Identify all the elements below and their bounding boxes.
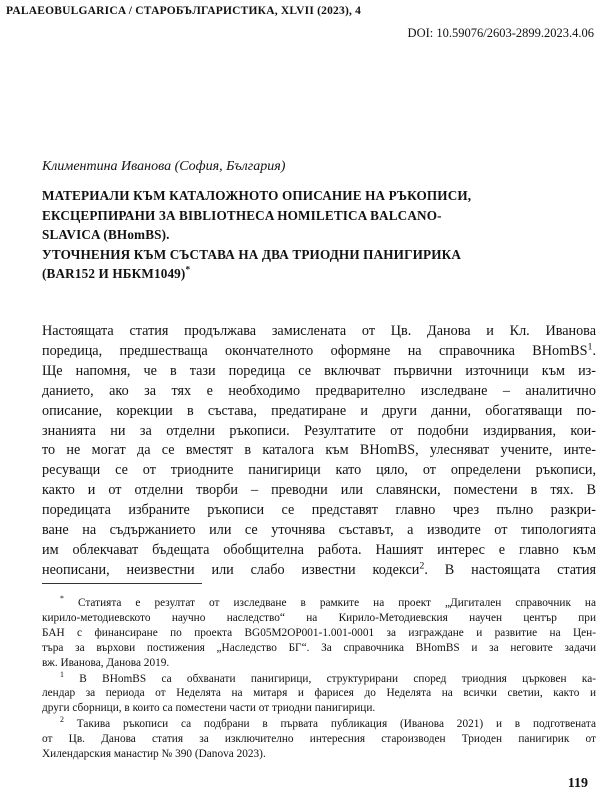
body-line-text: В настоящата статия <box>444 561 596 578</box>
body-line-with-note: неописани, неизвестни или слабо известни кодекси$^2$. В настоящата статия <box>42 560 596 578</box>
footnote-line: БАН с финансиране по проекта BG05M2OP001-1.001-0001 за изграждане и развитие на Цен- <box>42 626 596 639</box>
body-line: описание, корекции в състава, предатиране и други данни, обогатяващи по- <box>42 402 596 419</box>
footnote-text: В BHomBS са обхванати панигирици, структурирани според триодния църковен ка- <box>79 672 596 685</box>
footnote-text: Такива ръкописи са подбрани в първата публикация (Иванова 2021) и в подготвената <box>76 718 596 731</box>
footnote-line: кирило-методиевското научно наследство“ на Кирило-Методиевския научен център при <box>42 611 596 624</box>
title-footnote-marker: * <box>185 264 191 275</box>
title-line-text: (BAR152 И НБКМ1049) <box>42 266 186 281</box>
title-line: МАТЕРИАЛИ КЪМ КАТАЛОЖНОТО ОПИСАНИЕ НА РЪКОПИСИ, <box>42 188 472 203</box>
body-line: Ще напомня, че в тази поредица се включват първични източници към из- <box>42 362 596 379</box>
doi-line: DOI: 10.59076/2603-2899.2023.4.06 <box>407 26 594 40</box>
running-head: PALAEOBULGARICA / СТАРОБЪЛГАРИСТИКА, XLVII (2023), 4 <box>6 5 362 17</box>
footnote-ref-2: 2 <box>419 560 425 572</box>
footnote-line <box>42 717 596 732</box>
body-line: данието, ако за тях е необходимо предварително изследване – аналитично <box>42 382 596 399</box>
title-line-last <box>42 264 592 284</box>
footnote-1 <box>42 669 596 717</box>
footnote-line: други сборници, в които са поместени части от триодни панигирици. <box>42 702 376 715</box>
footnote-marker: * <box>60 594 64 604</box>
footnote-star <box>42 596 596 671</box>
footnote-line: лендар за периода от Неделята на митаря и фарисея до Неделята на всички светии, както и <box>42 687 596 700</box>
footnote-marker: 2 <box>60 715 64 725</box>
body-line-with-note: поредица, предшестваща окончателното оформяне на справочника BHomBS$^1$. <box>42 341 596 359</box>
footnote-separator <box>42 583 202 584</box>
footnote-line: търа за върхови постижения „Наследство БГ“. За справочника BHomBS и за неговите задачи <box>42 641 596 654</box>
body-line: Настоящата статия продължава замислената от Цв. Данова и Кл. Иванова <box>42 323 596 339</box>
footnote-line <box>42 669 596 687</box>
title-line: ЕКСЦЕРПИРАНИ ЗА BIBLIOTHECA HOMILETICA BALCANO- <box>42 207 442 223</box>
footnote-line: Хилендарския манастир № 390 (Danova 2023). <box>42 748 266 761</box>
body-line: знанията ни за отделни ръкописи. Резултатите от подобни издирвания, кои- <box>42 422 596 439</box>
body-line-text: неописани, неизвестни или слабо известни кодекси <box>42 561 420 578</box>
footnote-line: вж. Иванова, Данова 2019. <box>42 656 170 669</box>
title-line: УТОЧНЕНИЯ КЪМ СЪСТАВА НА ДВА ТРИОДНИ ПАНИГИРИКА <box>42 246 462 262</box>
body-paragraph <box>42 322 596 581</box>
footnote-text: Статията е резултат от изследване в рамките на проект „Дигитален справочник на <box>77 597 596 609</box>
footnote-2 <box>42 717 596 762</box>
body-line: им облекчават бъдещата обобщителна работа. Нашият интерес е главно към <box>42 541 596 558</box>
footnote-ref-1: 1 <box>587 341 593 353</box>
author-line: Климентина Иванова (София, България) <box>42 159 286 174</box>
body-line: ресуващи се от триодните панигирици като цяло, от определени ръкописи, <box>42 462 596 479</box>
body-line: ване на съдържанието или се уточнява съставът, а изводите от типологията <box>42 522 596 539</box>
body-line-text: поредица, предшестваща окончателното оформяне на справочника BHomBS <box>42 342 588 359</box>
footnote-line <box>42 596 596 611</box>
body-line: поредицата избраните ръкописи се представят главно чрез пълно разкри- <box>42 502 596 519</box>
footnote-line: от Цв. Данова статия за изключително интересния староизводен Триоден панигирик от <box>42 733 596 746</box>
body-line: както и от отделни творби – преводни или славянски, поместени в тях. В <box>42 482 596 499</box>
article-title <box>42 186 592 284</box>
title-line: SLAVICA (BHomBS). <box>42 227 170 242</box>
page-number: 119 <box>567 776 588 791</box>
footnote-marker: 1 <box>60 669 64 679</box>
body-line: то не могат да се вместят в каталога към BHomBS, улесняват учените, инте- <box>42 442 596 459</box>
footnotes <box>42 596 596 763</box>
